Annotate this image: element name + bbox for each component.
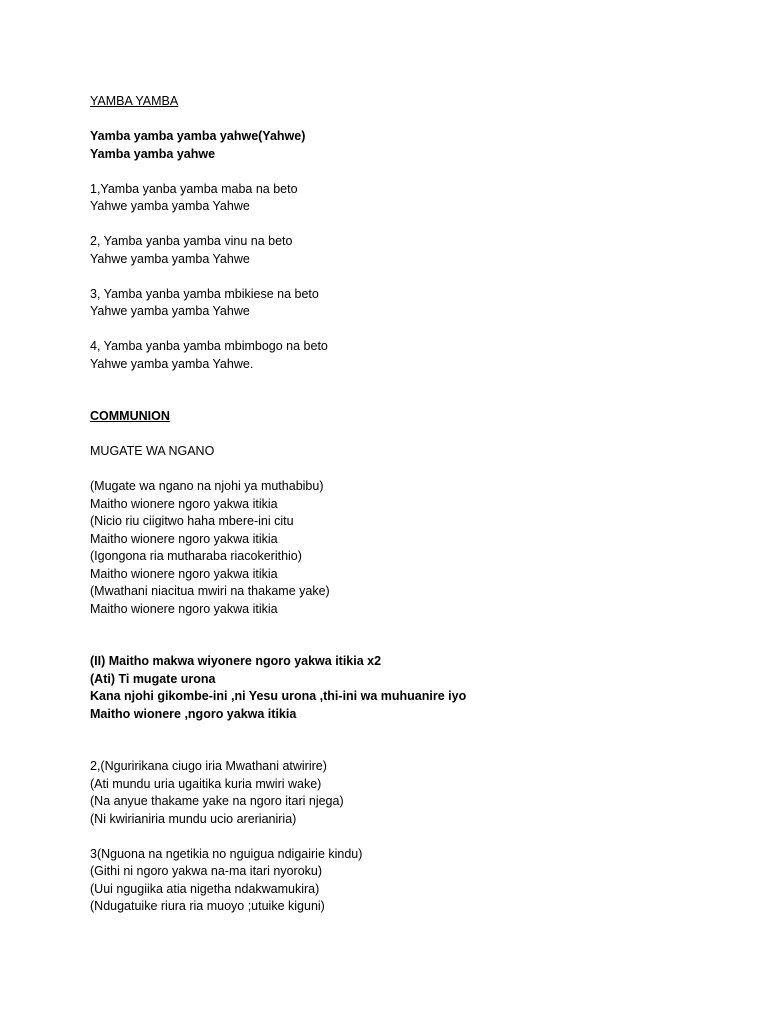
- section-heading-communion: COMMUNION: [90, 409, 170, 423]
- lyric-line: (Nicio riu ciigitwo haha mbere-ini citu: [90, 514, 294, 528]
- lyric-line: (Mwathani niacitua mwiri na thakame yake): [90, 584, 330, 598]
- song-title-mugate-wa-ngano: MUGATE WA NGANO: [90, 444, 215, 458]
- yamba-verse-2: [90, 233, 730, 268]
- mugate-verse-2: [90, 758, 730, 828]
- lyric-line: Yamba yamba yahwe: [90, 146, 216, 161]
- lyric-line: Yahwe yamba yamba Yahwe: [90, 199, 250, 213]
- yamba-verse-4: [90, 338, 730, 373]
- lyric-line: 1,Yamba yanba yamba maba na beto: [90, 181, 298, 196]
- lyric-line: Yahwe yamba yamba Yahwe.: [90, 356, 254, 371]
- lyric-line: Maitho wionere ngoro yakwa itikia: [90, 601, 278, 616]
- lyric-line: 4, Yamba yanba yamba mbimbogo na beto: [90, 339, 328, 353]
- mugate-chorus: [90, 653, 730, 723]
- mugate-verse-1: [90, 478, 730, 618]
- lyric-line: 3(Nguona na ngetikia no nguigua ndigairie kindu): [90, 846, 363, 861]
- lyric-line: Maitho wionere ngoro yakwa itikia: [90, 531, 278, 546]
- lyric-line: 2,(Nguririkana ciugo iria Mwathani atwirire): [90, 759, 327, 773]
- yamba-chorus: [90, 128, 730, 163]
- lyric-line: (Githi ni ngoro yakwa na-ma itari nyoroku): [90, 864, 323, 878]
- lyric-line: (Mugate wa ngano na njohi ya muthabibu): [90, 479, 324, 493]
- yamba-verse-3: [90, 286, 730, 321]
- lyric-line: (Ati) Ti mugate urona: [90, 671, 216, 686]
- song-title-yamba-yamba: YAMBA YAMBA: [90, 94, 179, 108]
- lyric-line: Maitho wionere ngoro yakwa itikia: [90, 566, 278, 581]
- lyric-line: Kana njohi gikombe-ini ,ni Yesu urona ,thi-ini wa muhuanire iyo: [90, 689, 467, 703]
- lyric-line: (Ni kwirianiria mundu ucio arerianiria): [90, 811, 297, 826]
- lyric-line: Yamba yamba yamba yahwe(Yahwe): [90, 129, 306, 143]
- lyric-line: Yahwe yamba yamba Yahwe: [90, 251, 250, 266]
- lyric-line: Maitho wionere ngoro yakwa itikia: [90, 496, 278, 511]
- lyric-line: (Na anyue thakame yake na ngoro itari njega): [90, 794, 344, 808]
- lyric-line: (Ndugatuike riura ria muoyo ;utuike kiguni): [90, 899, 325, 913]
- mugate-verse-3: [90, 846, 730, 916]
- lyric-line: (Ati mundu uria ugaitika kuria mwiri wake): [90, 776, 322, 791]
- lyric-line: 3, Yamba yanba yamba mbikiese na beto: [90, 286, 319, 301]
- lyric-line: 2, Yamba yanba yamba vinu na beto: [90, 234, 293, 248]
- lyric-line: (II) Maitho makwa wiyonere ngoro yakwa itikia x2: [90, 654, 382, 668]
- lyric-line: (Igongona ria mutharaba riacokerithio): [90, 549, 302, 563]
- lyric-line: (Uui ngugiika atia nigetha ndakwamukira): [90, 881, 320, 896]
- lyric-line: Maitho wionere ,ngoro yakwa itikia: [90, 706, 297, 721]
- lyric-line: Yahwe yamba yamba Yahwe: [90, 304, 250, 318]
- document-content: [90, 93, 730, 916]
- yamba-verse-1: [90, 181, 730, 216]
